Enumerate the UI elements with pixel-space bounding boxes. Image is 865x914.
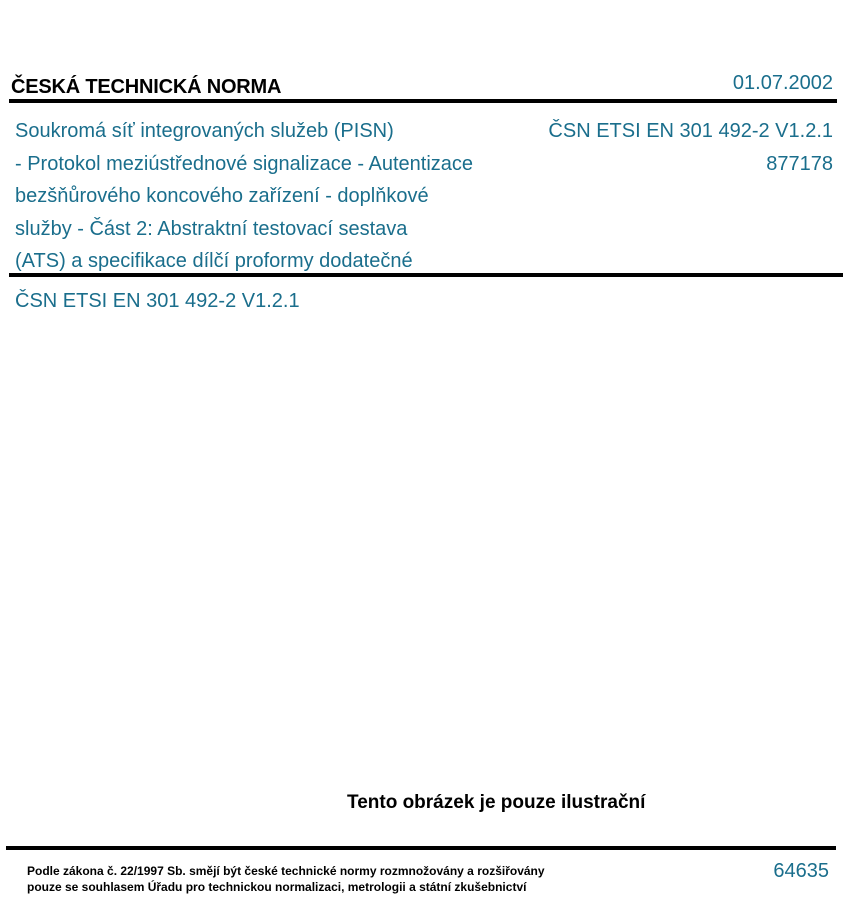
footer-number: 64635	[773, 860, 829, 882]
publication-date: 01.07.2002	[732, 72, 833, 94]
document-heading: ČESKÁ TECHNICKÁ NORMA	[11, 76, 282, 98]
standard-title	[15, 115, 515, 278]
standard-identifiers	[548, 115, 833, 180]
middle-divider	[9, 273, 843, 277]
title-line: bezšňůrového koncového zařízení - doplňkové	[15, 185, 429, 207]
legal-line: pouze se souhlasem Úřadu pro technickou normalizaci, metrologii a státní zkušebnictví	[27, 880, 527, 894]
standard-code: ČSN ETSI EN 301 492-2 V1.2.1	[548, 120, 833, 142]
legal-notice	[27, 863, 667, 895]
title-line: Soukromá síť integrovaných služeb (PISN)	[15, 120, 394, 142]
catalog-number: 877178	[766, 152, 833, 175]
standard-code-secondary: ČSN ETSI EN 301 492-2 V1.2.1	[15, 290, 300, 312]
top-divider	[9, 99, 837, 103]
bottom-divider	[6, 846, 836, 850]
title-line: služby - Část 2: Abstraktní testovací sestava	[15, 217, 408, 240]
illustration-notice: Tento obrázek je pouze ilustrační	[347, 792, 646, 813]
title-line: - Protokol meziústřednové signalizace - Autentizace	[15, 152, 474, 175]
legal-line: Podle zákona č. 22/1997 Sb. smějí být české technické normy rozmnožovány a rozšiřovány	[27, 864, 545, 878]
title-line: (ATS) a specifikace dílčí proformy dodatečné	[15, 250, 413, 272]
